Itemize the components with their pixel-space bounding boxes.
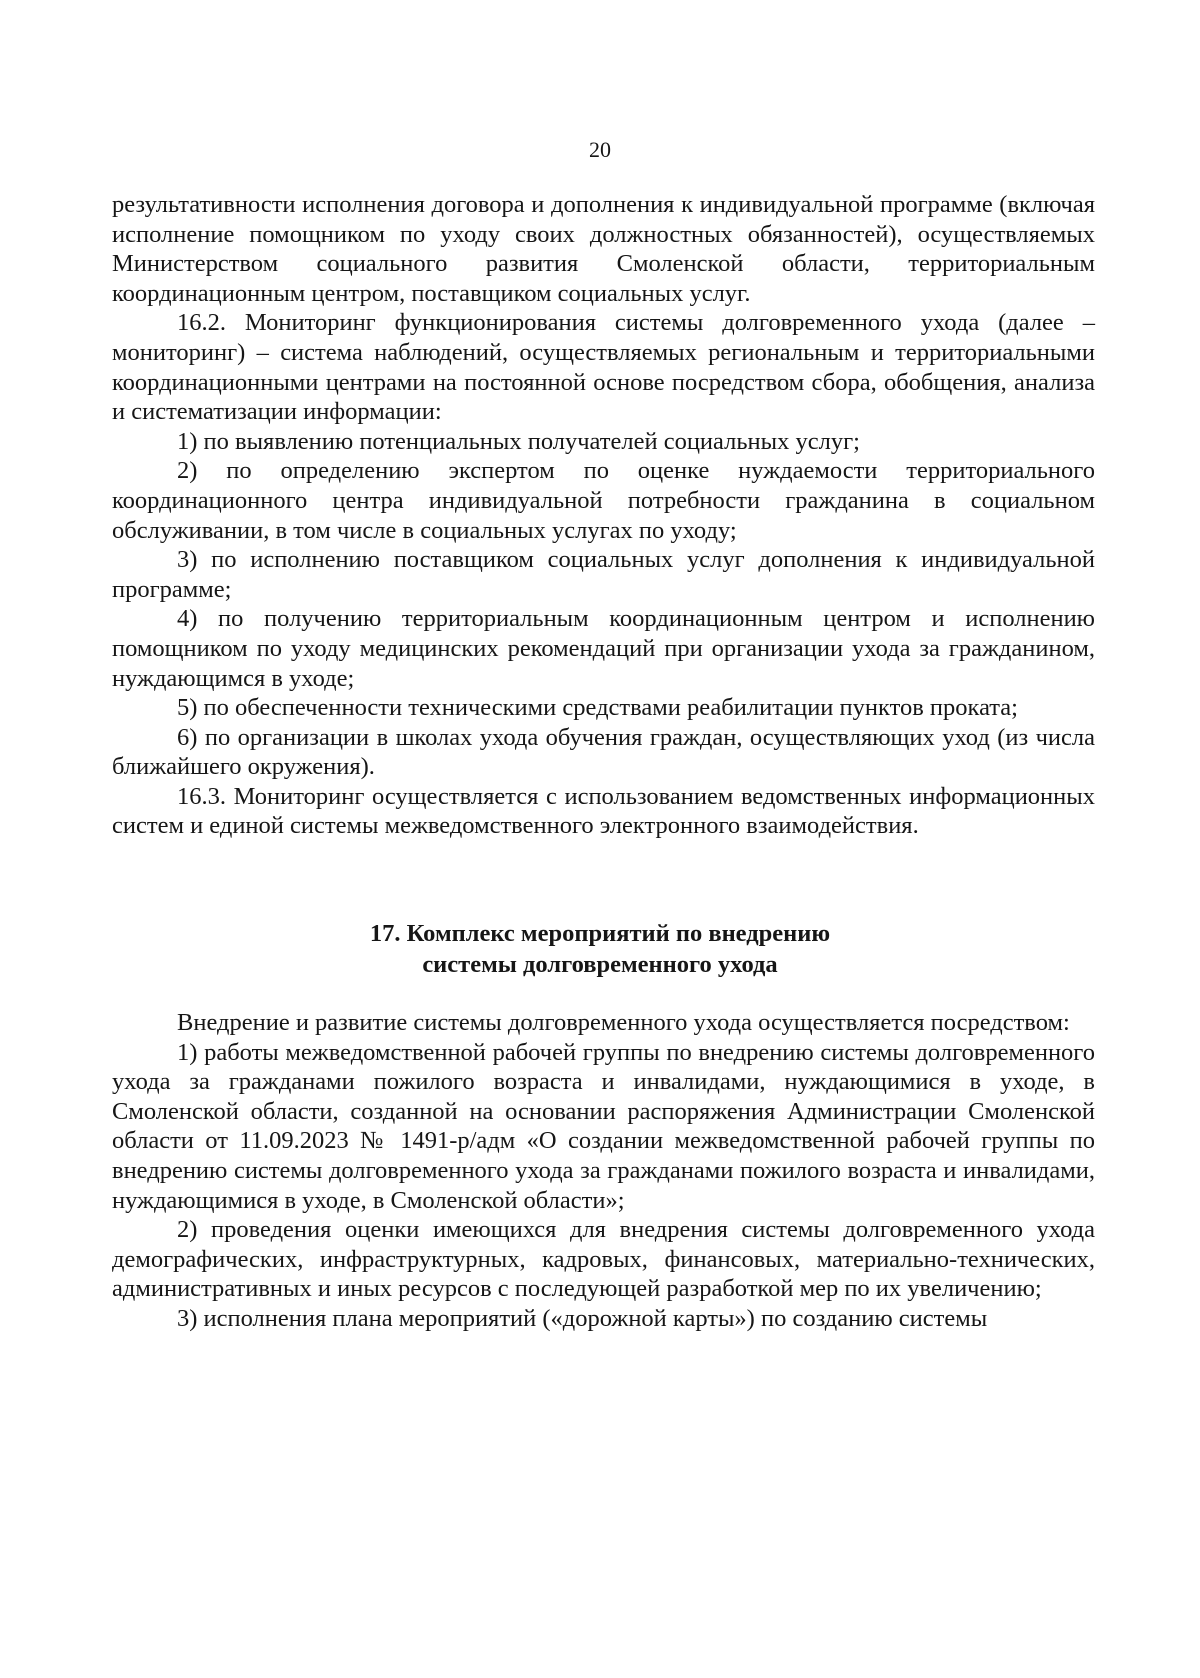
heading-line: 17. Комплекс мероприятий по внедрению	[369, 920, 831, 947]
list-item: 3) по исполнению поставщиком социальных услуг дополнения к индивидуальной программе;	[112, 546, 1095, 603]
heading-line: системы долговременного ухода	[422, 951, 778, 978]
paragraph: результативности исполнения договора и дополнения к индивидуальной программе (включая исполнение помощником по уходу своих должностных обязанностей), осуществляемых Министерством социального развития Смоленской области, территориальным координационным центром, поставщиком социальных услуг.	[112, 191, 1095, 307]
section-17-text	[112, 1008, 1095, 1334]
list-item: 2) по определению экспертом по оценке нуждаемости территориального координационного центра индивидуальной потребности гражданина в социальном обслуживании, в том числе в социальных услугах по уходу;	[112, 457, 1095, 544]
section-17-heading	[0, 918, 1200, 980]
page-number: 20	[589, 137, 611, 162]
section-16-text	[112, 190, 1095, 841]
list-item: 6) по организации в школах ухода обучения граждан, осуществляющих уход (из числа ближайшего окружения).	[112, 723, 1095, 781]
paragraph: Внедрение и развитие системы долговременного ухода осуществляется посредством:	[177, 1009, 1070, 1036]
list-item: 5) по обеспеченности техническими средствами реабилитации пунктов проката;	[177, 694, 1018, 722]
paragraph: 16.2. Мониторинг функционирования системы долговременного ухода (далее – мониторинг) – система наблюдений, осуществляемых региональным и территориальными координационными центрами на постоянной основе посредством сбора, обобщения, анализа и систематизации информации:	[112, 309, 1095, 426]
list-item: 4) по получению территориальным координационным центром и исполнению помощником по уходу медицинских рекомендаций при организации ухода за гражданином, нуждающимся в уходе;	[112, 605, 1095, 692]
paragraph: 16.3. Мониторинг осуществляется с использованием ведомственных информационных систем и единой системы межведомственного электронного взаимодействия.	[112, 782, 1095, 840]
list-item: 2) проведения оценки имеющихся для внедрения системы долговременного ухода демографических, инфраструктурных, кадровых, финансовых, материально-технических, административных и иных ресурсов с последующей разработкой мер по их увеличению;	[112, 1216, 1095, 1303]
list-item: 1) работы межведомственной рабочей группы по внедрению системы долговременного ухода за гражданами пожилого возраста и инвалидами, нуждающимися в уходе, в Смоленской области, созданной на основании распоряжения Администрации Смоленской области от 11.09.2023 № 1491-р/адм «О создании межведомственной рабочей группы по внедрению системы долговременного ухода за гражданами пожилого возраста и инвалидами, нуждающимися в уходе, в Смоленской области»;	[112, 1038, 1095, 1214]
list-item: 3) исполнения плана мероприятий («дорожной карты») по созданию системы	[177, 1304, 988, 1332]
list-item: 1) по выявлению потенциальных получателей социальных услуг;	[177, 427, 860, 455]
